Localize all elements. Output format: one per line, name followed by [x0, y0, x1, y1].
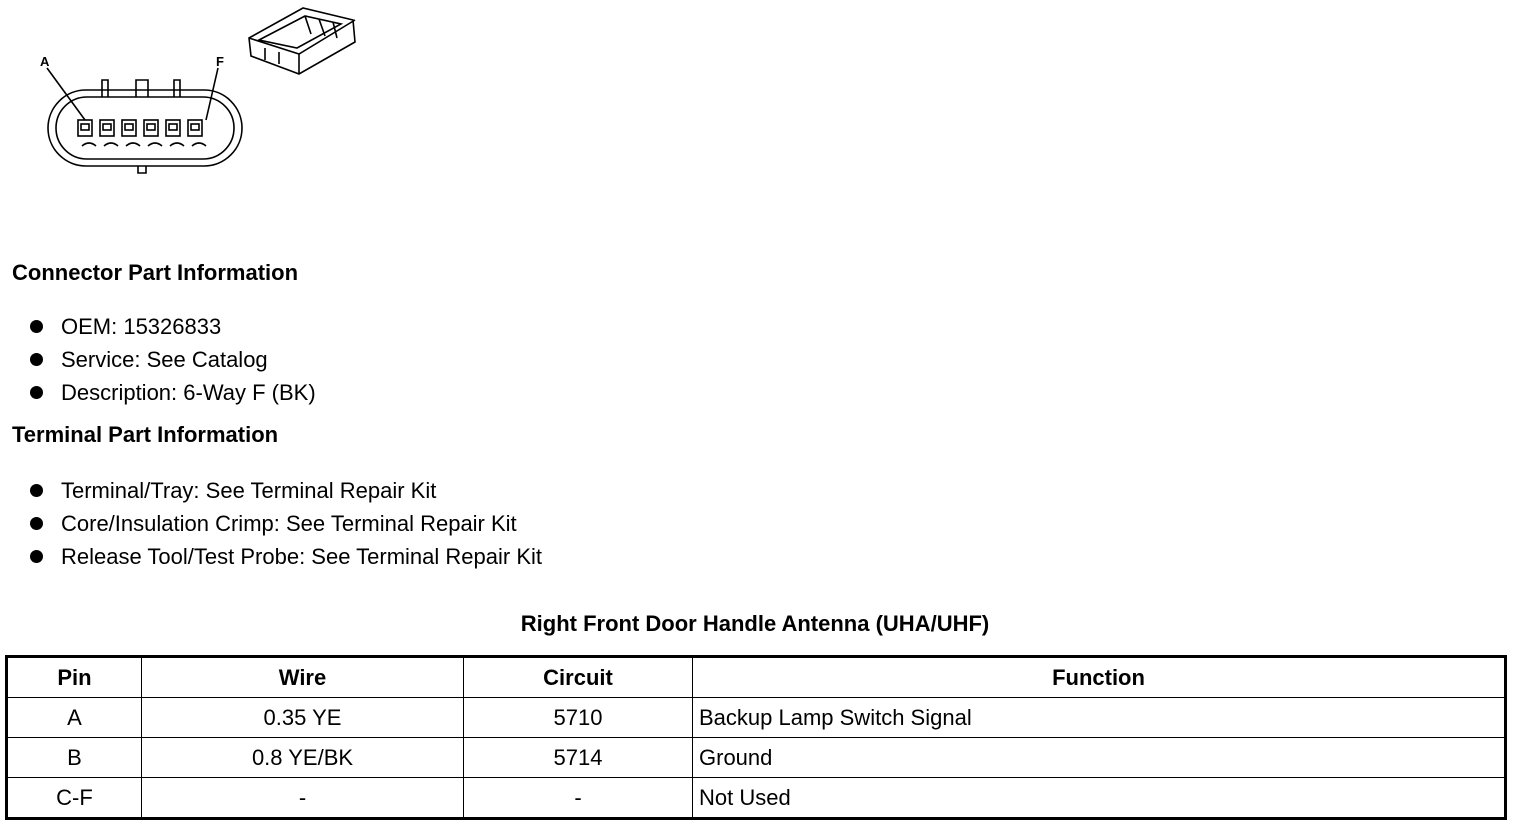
table-header-row: [7, 657, 1506, 698]
column-header-function: Function: [693, 657, 1506, 698]
bullet-icon: [30, 484, 43, 497]
circuit-cell: 5710: [464, 698, 693, 738]
connector-isometric: [249, 8, 355, 74]
terminal-part-info-heading: Terminal Part Information: [12, 422, 279, 447]
circuit-cell: 5714: [464, 738, 693, 778]
function-cell: Ground: [693, 738, 1506, 778]
function-cell: Backup Lamp Switch Signal: [693, 698, 1506, 738]
table-row: [7, 778, 1506, 819]
bullet-icon: [30, 550, 43, 563]
list-item: Core/Insulation Crimp: See Terminal Repair Kit: [30, 507, 542, 540]
terminal-part-info-list: [30, 474, 542, 573]
wire-cell: 0.35 YE: [142, 698, 464, 738]
pin-a-label: A: [40, 54, 50, 69]
bullet-icon: [30, 353, 43, 366]
list-item: OEM: 15326833: [30, 310, 316, 343]
table-row: [7, 738, 1506, 778]
circuit-cell: -: [464, 778, 693, 819]
wire-cell: 0.8 YE/BK: [142, 738, 464, 778]
pin-cell: A: [7, 698, 142, 738]
bullet-icon: [30, 517, 43, 530]
terminal-cavities: [78, 120, 202, 136]
connector-part-info-heading: Connector Part Information: [12, 260, 299, 285]
pinout-table: [5, 655, 1507, 820]
pin-f-label: F: [216, 54, 224, 69]
bullet-icon: [30, 320, 43, 333]
pin-cell: B: [7, 738, 142, 778]
column-header-wire: Wire: [142, 657, 464, 698]
connector-part-info-list: [30, 310, 316, 409]
column-header-pin: Pin: [7, 657, 142, 698]
list-item: Service: See Catalog: [30, 343, 316, 376]
list-item: Description: 6-Way F (BK): [30, 376, 316, 409]
bullet-icon: [30, 386, 43, 399]
list-item: Terminal/Tray: See Terminal Repair Kit: [30, 474, 542, 507]
table-title: Right Front Door Handle Antenna (UHA/UHF): [520, 611, 990, 636]
pin-cell: C-F: [7, 778, 142, 819]
function-cell: Not Used: [693, 778, 1506, 819]
connector-diagram: [30, 0, 370, 190]
list-item: Release Tool/Test Probe: See Terminal Repair Kit: [30, 540, 542, 573]
column-header-circuit: Circuit: [464, 657, 693, 698]
wire-cell: -: [142, 778, 464, 819]
table-row: [7, 698, 1506, 738]
connector-outline: [48, 90, 242, 166]
